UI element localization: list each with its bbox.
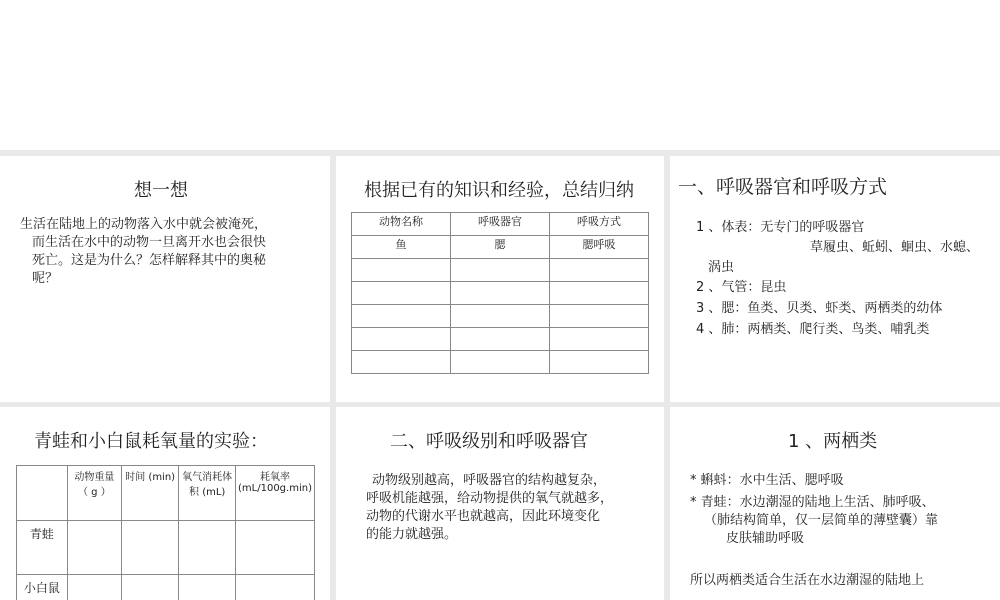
table-cell xyxy=(179,575,236,600)
paragraph-line: 的能力就越强。 xyxy=(366,527,458,542)
table-cell xyxy=(451,259,550,282)
slide-respiratory-organs[interactable] xyxy=(670,156,1000,402)
table-cell xyxy=(451,282,550,305)
list-item-continuation: （肺结构简单，仅一层简单的薄壁囊）靠 xyxy=(704,513,939,528)
table-cell xyxy=(352,351,451,374)
list-item: 4 、肺：两栖类、爬行类、鸟类、哺乳类 xyxy=(696,322,930,337)
row-label: 青蛙 xyxy=(17,521,68,575)
slide-title: 一、呼吸器官和呼吸方式 xyxy=(678,176,888,198)
list-item: 1 、体表：无专门的呼吸器官 xyxy=(696,220,865,235)
table-header: 耗氧率 (mL/100g.min) xyxy=(236,466,315,521)
table-cell xyxy=(550,305,649,328)
table-cell xyxy=(451,351,550,374)
list-item: 2 、气管：昆虫 xyxy=(696,280,787,295)
slide-title: 1 、两栖类 xyxy=(788,431,878,452)
table-cell xyxy=(236,521,315,575)
table-header: 呼吸器官 xyxy=(451,213,550,236)
table-cell xyxy=(352,259,451,282)
table-cell xyxy=(451,305,550,328)
table-cell xyxy=(236,575,315,600)
table-header: 时间 (min) xyxy=(122,466,179,521)
blank-top-area xyxy=(0,0,1000,150)
paragraph-line: 动物的代谢水平也就越高，因此环境变化 xyxy=(366,509,601,524)
row-label: 小白鼠 xyxy=(17,575,68,600)
table-header: 呼吸方式 xyxy=(550,213,649,236)
slide-oxygen-experiment[interactable] xyxy=(0,407,330,600)
table-cell xyxy=(122,575,179,600)
list-item-continuation: 皮肤辅助呼吸 xyxy=(726,531,805,546)
table-cell xyxy=(67,575,121,600)
breathing-table xyxy=(351,212,649,374)
table-header: 动物名称 xyxy=(352,213,451,236)
slide-title: 二、呼吸级别和呼吸器官 xyxy=(390,431,588,452)
table-cell xyxy=(451,328,550,351)
table-cell xyxy=(352,282,451,305)
list-item: * 青蛙：水边潮湿的陆地上生活、肺呼吸、 xyxy=(690,495,935,510)
table-cell: 鱼 xyxy=(352,236,451,259)
table-cell xyxy=(550,351,649,374)
table-cell xyxy=(122,521,179,575)
paragraph-line: 呢？ xyxy=(32,271,59,286)
table-cell xyxy=(352,328,451,351)
paragraph-line: 而生活在水中的动物一旦离开水也会很快 xyxy=(32,235,267,250)
table-header: 氧气消耗体积 (mL) xyxy=(179,466,236,521)
list-item-continuation: 草履虫、蚯蚓、蛔虫、水螅、 xyxy=(810,240,980,255)
slide-think[interactable] xyxy=(0,156,330,402)
table-cell xyxy=(179,521,236,575)
paragraph-line: 呼吸机能越强，给动物提供的氧气就越多， xyxy=(366,491,614,506)
slide-amphibians[interactable] xyxy=(670,407,1000,600)
paragraph-line: 动物级别越高，呼吸器官的结构越复杂， xyxy=(372,473,607,488)
paragraph-line: 死亡。这是为什么？怎样解释其中的奥秘 xyxy=(32,253,267,268)
list-item-continuation: 涡虫 xyxy=(708,260,735,275)
table-cell xyxy=(550,328,649,351)
table-cell xyxy=(550,282,649,305)
table-cell xyxy=(352,305,451,328)
slide-respiration-level[interactable] xyxy=(336,407,664,600)
conclusion-text: 所以两栖类适合生活在水边潮湿的陆地上 xyxy=(690,573,925,588)
table-cell xyxy=(67,521,121,575)
paragraph-line: 生活在陆地上的动物落入水中就会被淹死， xyxy=(20,217,268,232)
table-header xyxy=(17,466,68,521)
slide-summary-table[interactable] xyxy=(336,156,664,402)
experiment-table xyxy=(16,465,315,600)
slide-title: 青蛙和小白鼠耗氧量的实验： xyxy=(34,431,268,452)
list-item: * 蝌蚪：水中生活、腮呼吸 xyxy=(690,473,844,488)
table-header: 动物重量（ g ） xyxy=(67,466,121,521)
list-item: 3 、腮：鱼类、贝类、虾类、两栖类的幼体 xyxy=(696,301,943,316)
table-cell: 腮 xyxy=(451,236,550,259)
slide-title: 想一想 xyxy=(134,180,188,201)
slide-title: 根据已有的知识和经验，总结归纳 xyxy=(364,180,634,201)
table-cell xyxy=(550,259,649,282)
table-cell: 腮呼吸 xyxy=(550,236,649,259)
